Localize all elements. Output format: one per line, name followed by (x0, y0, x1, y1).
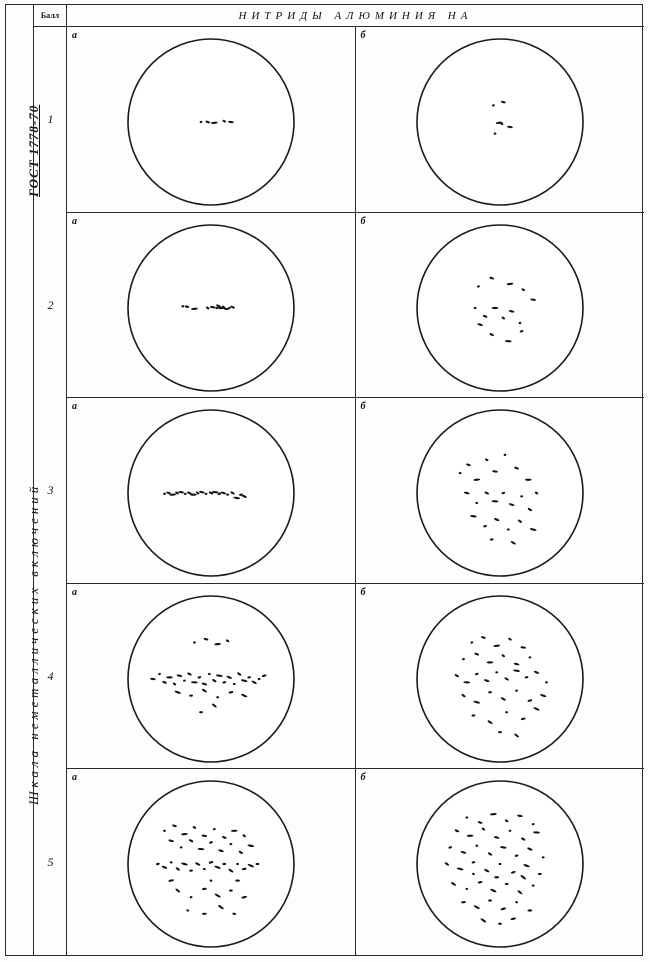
specimen-cell-2b (356, 213, 645, 398)
field-svg (67, 398, 355, 583)
left-title-strip (6, 5, 41, 955)
cell-label: а (72, 401, 77, 413)
micrograph-field (356, 398, 645, 583)
table-body (67, 27, 644, 955)
micrograph-field (67, 398, 355, 583)
micrograph-field (67, 769, 355, 955)
row-number: 2 (47, 298, 54, 312)
field-circle (417, 225, 583, 391)
cell-label: а (72, 586, 77, 598)
specimen-cell-3b (356, 398, 645, 583)
cell-label: а (72, 215, 77, 227)
field-svg (356, 584, 644, 769)
cell-label: а (72, 772, 77, 784)
cell-label: а (72, 30, 77, 41)
scale-title: Шкала неметаллических включений (26, 482, 41, 805)
field-svg (356, 27, 644, 212)
micrograph-field (67, 213, 355, 398)
table-row (67, 584, 644, 770)
field-svg (356, 398, 644, 583)
cell-label: б (360, 586, 366, 598)
micrograph-field (356, 584, 645, 769)
micrograph-field (356, 213, 645, 398)
table-row (67, 27, 644, 213)
cell-label: б (360, 215, 366, 227)
field-svg (67, 27, 355, 212)
specimen-cell-5a (67, 769, 356, 955)
field-circle (128, 781, 294, 947)
field-circle (417, 410, 583, 576)
header-title: НИТРИДЫ АЛЮМИНИЯ НА (238, 10, 473, 22)
row-number: 1 (47, 112, 54, 126)
field-circle (128, 225, 294, 391)
specimen-cell-1a (67, 27, 356, 212)
specimen-cell-3a (67, 398, 356, 583)
micrograph-field (356, 769, 645, 955)
table-row (67, 398, 644, 584)
cell-label: б (360, 30, 366, 41)
field-svg (67, 584, 355, 769)
row-number: 5 (47, 855, 54, 869)
specimen-cell-4b (356, 584, 645, 769)
cell-label: б (360, 401, 366, 413)
field-svg (356, 213, 644, 398)
micrograph-field (356, 27, 645, 212)
cell-label: б (360, 772, 366, 784)
table-row (67, 769, 644, 955)
specimen-cell-4a (67, 584, 356, 769)
field-svg (67, 213, 355, 398)
table-header (34, 5, 644, 27)
specimen-cell-5b (356, 769, 645, 955)
field-circle (417, 596, 583, 762)
specimen-cell-1b (356, 27, 645, 212)
scale-table (33, 5, 643, 955)
micrograph-field (67, 27, 355, 212)
header-ball-label: Балл (34, 5, 67, 27)
table-row (67, 213, 644, 399)
field-svg (356, 769, 644, 954)
micrograph-field (67, 584, 355, 769)
specimen-cell-2a (67, 213, 356, 398)
row-number: 4 (47, 669, 54, 683)
field-circle (128, 39, 294, 205)
row-number: 3 (47, 483, 54, 497)
standard-label: ГОСТ 1778-70 (26, 104, 41, 197)
row-number-column (34, 27, 67, 955)
field-svg (67, 769, 355, 954)
